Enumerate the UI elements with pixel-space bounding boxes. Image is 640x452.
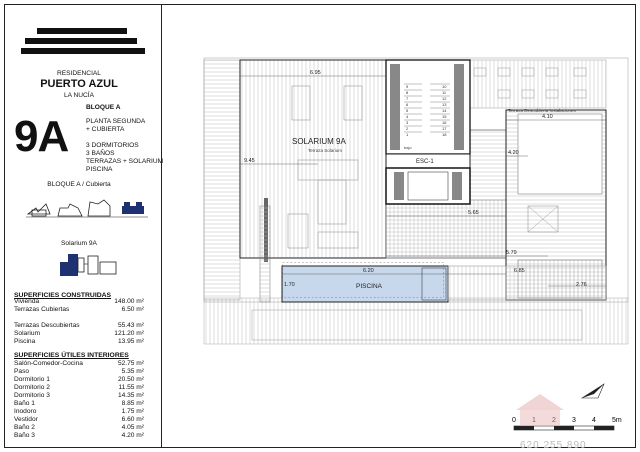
construidas-label: Vivienda xyxy=(14,298,40,305)
stair-step-number: 3 xyxy=(406,120,409,125)
solarium-room-label: SOLARIUM 9A xyxy=(292,137,346,146)
utiles-label: Baño 3 xyxy=(14,432,35,439)
utiles-value: 20.50 m² xyxy=(117,376,144,383)
stair-step-number: 5 xyxy=(406,108,409,113)
stair-step-number: 18 xyxy=(442,132,447,137)
scale-tick-label: 5m xyxy=(612,417,622,424)
scale-tick-label: 0 xyxy=(512,417,516,424)
dim-6-85: 6.85 xyxy=(514,268,525,274)
unit-location-diagram xyxy=(58,252,120,282)
brand-logo xyxy=(25,28,145,58)
utiles-value: 52.75 m² xyxy=(117,360,144,367)
piscina-label: PISCINA xyxy=(356,283,383,290)
utiles-value: 11.55 m² xyxy=(118,384,144,391)
utiles-label: Baño 2 xyxy=(14,424,35,431)
utiles-value: 4.20 m² xyxy=(121,432,144,439)
unit-feature-2: 3 BAÑOS xyxy=(86,150,115,157)
stair-step-number: 12 xyxy=(442,96,447,101)
construidas-row xyxy=(14,338,156,346)
stair-bajo-label: bajo xyxy=(404,145,412,150)
construidas-value: 121.20 m² xyxy=(114,330,144,337)
utiles-row xyxy=(14,432,156,440)
scale-tick-label: 3 xyxy=(572,417,576,424)
city-label: LA NUCÍA xyxy=(63,92,95,99)
stair-step-number: 1 xyxy=(406,132,409,137)
construidas-row xyxy=(14,306,156,314)
stair-step-number: 2 xyxy=(406,126,409,131)
utiles-row xyxy=(14,368,156,376)
unit-code: 9A xyxy=(14,112,69,161)
stair-step-number: 17 xyxy=(442,126,447,131)
dim-1-70: 1.70 xyxy=(284,282,295,288)
unit-desc-2: + CUBIERTA xyxy=(86,126,125,133)
terraza-instalaciones-label: Terraza Descubierta Instalaciones xyxy=(508,108,576,113)
utiles-value: 4.05 m² xyxy=(121,424,144,431)
stair-step-number: 13 xyxy=(442,102,447,107)
stair-step-number: 11 xyxy=(442,90,447,95)
utiles-row xyxy=(14,392,156,400)
unit-feature-1: 3 DORMITORIOS xyxy=(86,142,139,149)
keyplan-diagram xyxy=(24,196,150,222)
utiles-row xyxy=(14,384,156,392)
bloque-label: BLOQUE A xyxy=(86,104,121,111)
utiles-value: 6.60 m² xyxy=(121,416,144,423)
stair-step-number: 9 xyxy=(406,84,409,89)
construidas-value: 13.95 m² xyxy=(117,338,144,345)
stair-step-number: 7 xyxy=(406,96,409,101)
utiles-row xyxy=(14,376,156,384)
unit-feature-4: PISCINA xyxy=(86,166,113,173)
construidas-label: Piscina xyxy=(14,338,36,345)
residencial-label: RESIDENCIAL xyxy=(57,70,101,77)
construidas-value: 148.00 m² xyxy=(114,298,144,305)
dim-5-65: 5.65 xyxy=(468,210,479,216)
utiles-value: 8.85 m² xyxy=(121,400,144,407)
utiles-row xyxy=(14,408,156,416)
construidas-row xyxy=(14,322,156,330)
stair-step-number: 8 xyxy=(406,90,409,95)
utiles-label: Paso xyxy=(14,368,30,375)
dim-6-20: 6.20 xyxy=(363,268,374,274)
utiles-label: Inodoro xyxy=(14,408,37,415)
stair-step-number: 14 xyxy=(442,108,447,113)
agency-watermark-logo xyxy=(512,392,568,430)
utiles-row xyxy=(14,416,156,424)
utiles-value: 5.35 m² xyxy=(121,368,144,375)
utiles-label: Baño 1 xyxy=(14,400,35,407)
construidas-value: 6.50 m² xyxy=(121,306,144,313)
utiles-row xyxy=(14,400,156,408)
construidas-row xyxy=(14,298,156,306)
contact-phone: 620 255 890 xyxy=(520,440,587,451)
construidas-label: Solarium xyxy=(14,330,41,337)
dim-9-45: 9.45 xyxy=(244,158,255,164)
stair-step-number: 6 xyxy=(406,102,409,107)
solarium-room-sub: Terraza Solarium xyxy=(308,148,343,153)
utiles-value: 14.35 m² xyxy=(117,392,144,399)
dim-2-76: 2.76 xyxy=(576,282,587,288)
unit-feature-3: TERRAZAS + SOLARIUM xyxy=(86,158,164,165)
utiles-label: Vestidor xyxy=(14,416,38,423)
dim-5-79: 5.79 xyxy=(506,250,517,256)
floor-plan xyxy=(168,10,632,410)
utiles-title: SUPERFICIES ÚTILES INTERIORES xyxy=(14,352,129,359)
stair-step-number: 4 xyxy=(406,114,409,119)
solarium-caption: Solarium 9A xyxy=(61,240,97,247)
construidas-label: Terrazas Cubiertas xyxy=(14,306,70,313)
construidas-row xyxy=(14,330,156,338)
dim-4-10: 4.10 xyxy=(542,114,553,120)
dim-6-95: 6.95 xyxy=(310,70,321,76)
scale-tick-label: 4 xyxy=(592,417,596,424)
utiles-row xyxy=(14,360,156,368)
dim-4-20: 4.20 xyxy=(508,150,519,156)
construidas-value: 55.43 m² xyxy=(117,322,144,329)
construidas-label: Terrazas Descubiertas xyxy=(14,322,80,329)
utiles-label: Dormitorio 1 xyxy=(14,376,50,383)
utiles-value: 1.75 m² xyxy=(121,408,144,415)
stair-step-number: 15 xyxy=(442,114,447,119)
construidas-title: SUPERFICIES CONSTRUIDAS xyxy=(14,292,112,299)
unit-desc-1: PLANTA SEGUNDA xyxy=(86,118,146,125)
north-arrow-icon xyxy=(580,380,608,402)
stair-step-number: 10 xyxy=(442,84,447,89)
utiles-label: Dormitorio 3 xyxy=(14,392,50,399)
project-name: PUERTO AZUL xyxy=(40,78,118,90)
utiles-row xyxy=(14,424,156,432)
utiles-label: Salón-Comedor-Cocina xyxy=(14,360,83,367)
keyplan-caption: BLOQUE A / Cubierta xyxy=(47,181,111,188)
utiles-label: Dormitorio 2 xyxy=(14,384,50,391)
esc-label: ESC-1 xyxy=(416,159,434,165)
stair-step-number: 16 xyxy=(442,120,447,125)
